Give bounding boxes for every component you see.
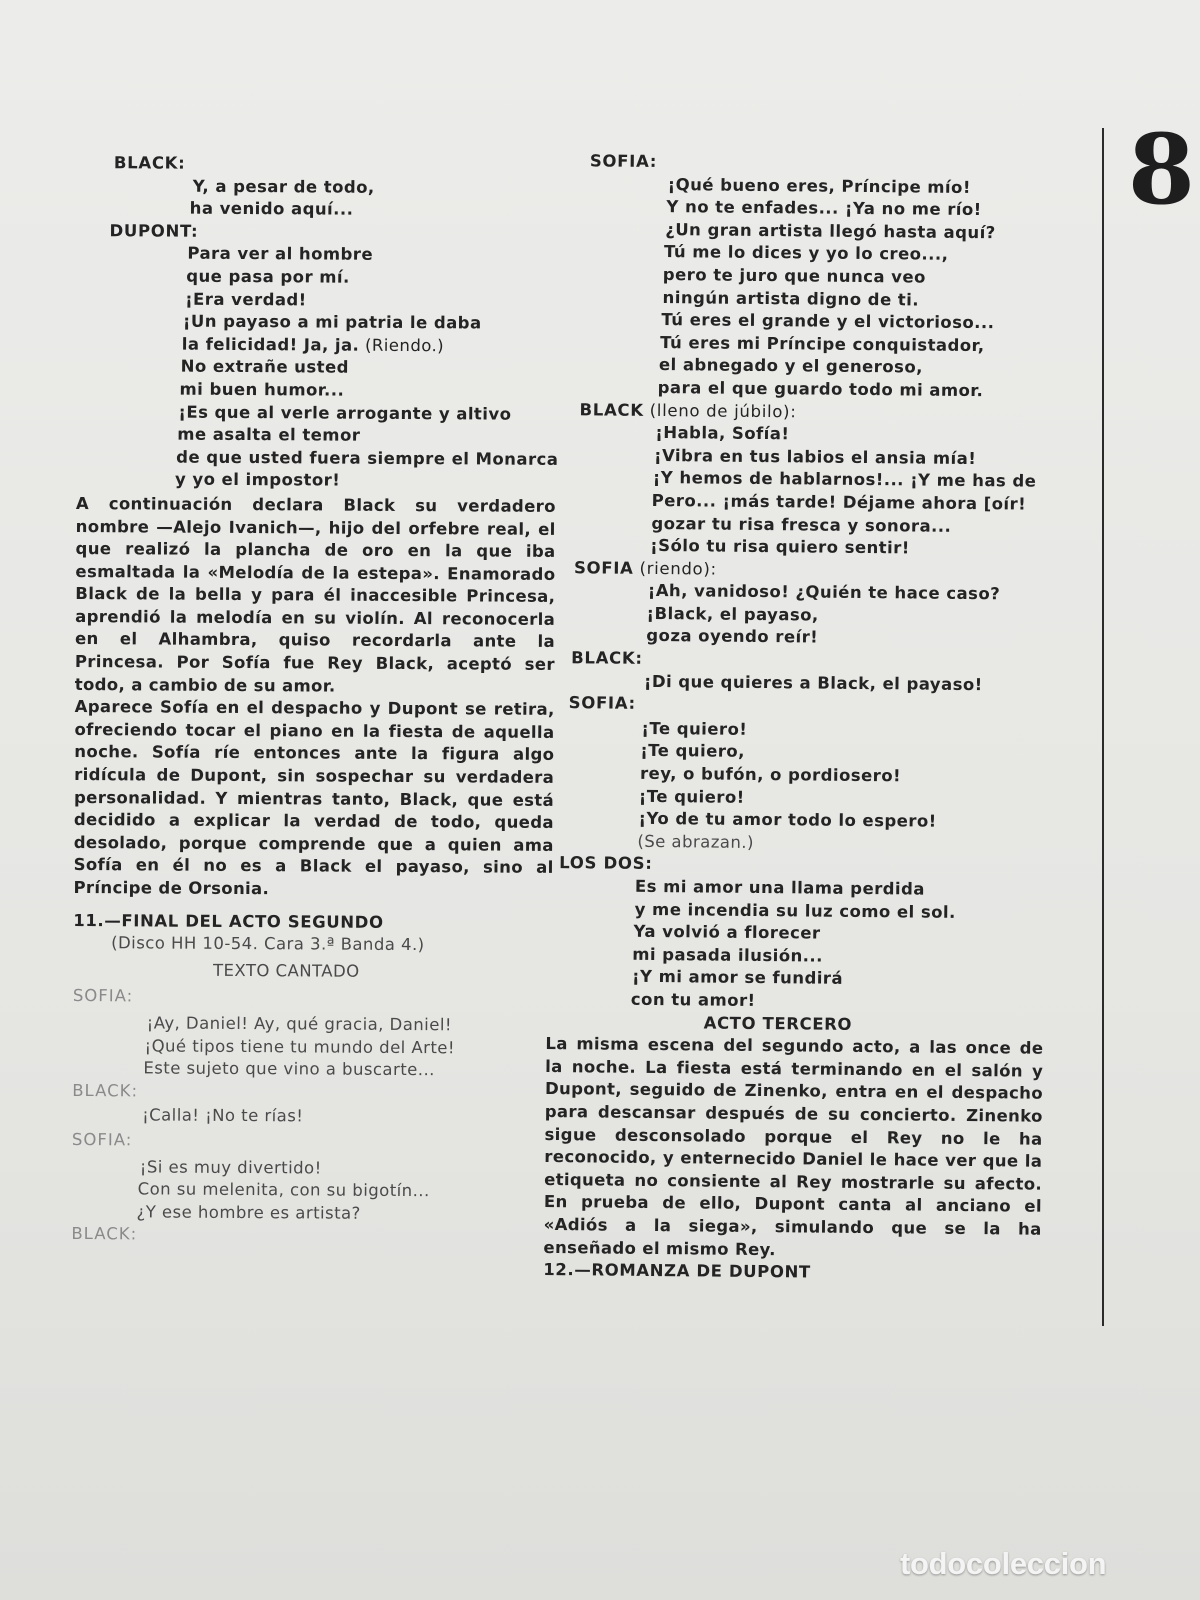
verse-line — [78, 197, 558, 223]
verse-text: Tú eres el grande y el victorioso... — [661, 310, 995, 333]
verse-text: ¡Era verdad! — [185, 289, 307, 309]
left-column — [71, 152, 558, 1249]
speaker-label: SOFIA: — [72, 986, 134, 1006]
verse-text: la felicidad! Ja, ja. — [181, 334, 360, 355]
narrative-paragraph: La misma escena del segundo acto, a las once de la noche. La fiesta está terminando en el salón y Dupont, seguido de Zinenko, entra en el despacho para descansar después de su concierto. Zinenko sigue desconsolado porque el Rey no le ha reconocido, y enternecido Daniel le hace ver que la etiqueta no consiente al Rey mostrarle su afecto. En prueba de ello, Dupont canta al anciano el «Adiós a la siega», simulando que se la ha enseñado el mismo Rey. — [543, 1034, 1044, 1259]
verse-text: ¡Sólo tu risa quiero sentir! — [650, 536, 910, 558]
verse-text: ¡Di que quieres a Black, el payaso! — [643, 671, 983, 694]
verse-line — [78, 175, 558, 201]
verse-text: ¡Te quiero! — [641, 718, 748, 739]
section-heading: ACTO TERCERO — [703, 1013, 853, 1034]
verse-text: goza oyendo reír! — [646, 626, 819, 648]
verse-text: ha venido aquí... — [189, 198, 354, 219]
speaker-name: SOFIA: — [568, 693, 636, 714]
verse-text: de que usted fuera siempre el Monarca — [176, 447, 559, 469]
verse-text: Con su melenita, con su bigotín... — [137, 1179, 430, 1201]
verse-text: ningún artista digno de ti. — [662, 287, 920, 310]
verse-text: ¡Te quiero! — [638, 786, 745, 807]
verse-text: Y no te enfades... ¡Ya no me río! — [666, 197, 982, 220]
verse-text: ¡Y mi amor se fundirá — [631, 967, 844, 989]
page-edge-rule — [1102, 128, 1104, 1326]
page-number: 8 — [1128, 113, 1195, 226]
speaker-label — [547, 852, 1045, 879]
verse-line — [72, 1156, 552, 1182]
verse-text: ¡Ay, Daniel! Ay, qué gracia, Daniel! — [146, 1013, 453, 1035]
narrative-paragraph: A continuación declara Black su verdadero nombre —Alejo Ivanich—, hijo del orfebre real, el que realizó la plancha de oro en la que iba esmaltada la «Melodía de la estepa». Enamorado Black de la bella y para él inaccesible Princesa, aprendió la melodía en su violín. Al reconocerla en el Alhambra, quiso recordarla ante la Princesa. Por Sofía fue Rey Black, aceptó ser todo, a cambio de su amor. — [74, 493, 556, 696]
verse-text: Es mi amor una llama perdida — [634, 876, 926, 899]
verse-text: ¡Calla! ¡No te rías! — [142, 1105, 304, 1126]
verse-text: Ya volvió a florecer — [633, 921, 821, 943]
verse-line — [77, 310, 557, 336]
right-column — [543, 150, 1052, 1286]
verse-text: el abnegado y el generoso, — [658, 355, 923, 377]
section-subheading: TEXTO CANTADO — [212, 960, 360, 981]
verse-line — [77, 242, 557, 268]
verse-line — [76, 446, 559, 472]
verse-text: rey, o bufón, o pordiosero! — [639, 763, 902, 786]
verse-line — [76, 468, 556, 494]
speaker-label — [77, 220, 557, 246]
speaker-name: SOFIA: — [589, 151, 658, 171]
verse-line — [72, 1057, 552, 1083]
verse-line — [72, 1104, 552, 1130]
speaker-name: BLACK: — [571, 648, 643, 668]
verse-line — [72, 1178, 552, 1204]
section-heading: 12.—ROMANZA DE DUPONT — [543, 1260, 811, 1282]
verse-text: Tú me lo dices y yo lo creo..., — [663, 242, 949, 265]
speaker-label: SOFIA: — [71, 1129, 133, 1150]
verse-text: ¿Un gran artista llegó hasta aquí? — [665, 219, 996, 243]
verse-text: ¿Y ese hombre es artista? — [136, 1202, 361, 1223]
verse-line — [73, 1012, 553, 1038]
verse-text: ¡Si es muy divertido! — [139, 1156, 322, 1178]
verse-line — [76, 401, 556, 427]
verse-line — [76, 423, 556, 449]
verse-line — [77, 333, 557, 359]
verse-line — [71, 1201, 551, 1227]
verse-text: ¡Ah, vanidoso! ¿Quién te hace caso? — [647, 581, 1001, 604]
verse-text: ¡Qué bueno eres, Príncipe mío! — [667, 174, 971, 197]
speaker-label — [549, 647, 1047, 674]
verse-text: ¡Un payaso a mi patria le daba — [182, 311, 482, 333]
speaker-name: DUPONT: — [109, 220, 199, 241]
verse-text: Pero... ¡más tarde! Déjame ahora [oír! — [651, 490, 1027, 514]
verse-line — [77, 355, 557, 381]
verse-text: pero te juro que nunca veo — [662, 265, 926, 287]
speaker-label: BLACK: — [71, 1224, 138, 1244]
narrative-paragraph: Aparece Sofía en el despacho y Dupont se retira, ofreciendo tocar el piano en la fiesta de aquella noche. Sofía ríe entonces ante la figura algo ridícula de Dupont, sin sospechar su verdadera personalidad. Y mientras tanto, Black, que está decidido a explicar la verdad de todo, queda desolado, porque comprende que a quien ama Sofía en él no es a Black el payaso, sino al Príncipe de Orsonia. — [73, 697, 555, 899]
verse-text: ¡Y hemos de hablarnos!... ¡Y me has de — [652, 468, 1037, 491]
verse-text: Tú eres mi Príncipe conquistador, — [660, 332, 985, 355]
verse-text: No extrañe usted — [180, 356, 349, 378]
verse-text: (Se abrazan.) — [637, 831, 755, 852]
verse-text: Para ver al hombre — [187, 244, 374, 265]
verse-text: ¡Habla, Sofía! — [655, 423, 790, 444]
stage-direction: (riendo): — [633, 558, 717, 579]
verse-text: y me incendia su luz como el sol. — [634, 899, 956, 922]
section-subheading: (Disco HH 10-54. Cara 3.ª Banda 4.) — [111, 933, 425, 955]
section-heading: 11.—FINAL DEL ACTO SEGUNDO — [73, 910, 384, 932]
verse-text: que pasa por mí. — [186, 266, 350, 287]
verse-text: me asalta el temor — [177, 424, 361, 445]
speaker-name: SOFIA — [573, 557, 634, 578]
speaker-name: BLACK — [579, 399, 644, 420]
stage-direction: (Riendo.) — [359, 335, 445, 355]
verse-line — [72, 1035, 552, 1061]
verse-text: para el que guardo todo mi amor. — [657, 377, 984, 401]
speaker-label — [549, 692, 1047, 719]
verse-text: mi pasada ilusión... — [632, 944, 823, 966]
verse-text: Este sujeto que vino a buscarte... — [143, 1058, 435, 1080]
verse-text: ¡Vibra en tus labios el ansia mía! — [653, 445, 977, 468]
speaker-label: BLACK: — [72, 1080, 139, 1101]
speaker-label — [554, 150, 1052, 177]
verse-line — [77, 265, 557, 291]
speaker-name: LOS DOS: — [559, 853, 653, 874]
verse-text: y yo el impostor! — [174, 469, 341, 490]
verse-text: mi buen humor... — [179, 379, 345, 400]
verse-text: ¡Es que al verle arrogante y altivo — [178, 402, 512, 424]
verse-text: gozar tu risa fresca y sonora... — [651, 513, 952, 536]
verse-text: Y, a pesar de todo, — [192, 176, 375, 197]
verse-text: ¡Yo de tu amor todo lo espero! — [638, 809, 937, 831]
watermark-logo: todocoleccion — [900, 1546, 1107, 1581]
verse-text: ¡Te quiero, — [640, 741, 745, 762]
verse-text: ¡Black, el payaso, — [646, 603, 819, 625]
verse-line — [76, 378, 556, 404]
speaker-label — [78, 152, 558, 178]
verse-text: ¡Qué tipos tiene tu mundo del Arte! — [144, 1035, 456, 1057]
speaker-name: BLACK: — [113, 153, 186, 173]
verse-text: con tu amor! — [630, 989, 756, 1010]
verse-line — [77, 288, 557, 314]
stage-direction: (lleno de júbilo): — [643, 400, 797, 421]
